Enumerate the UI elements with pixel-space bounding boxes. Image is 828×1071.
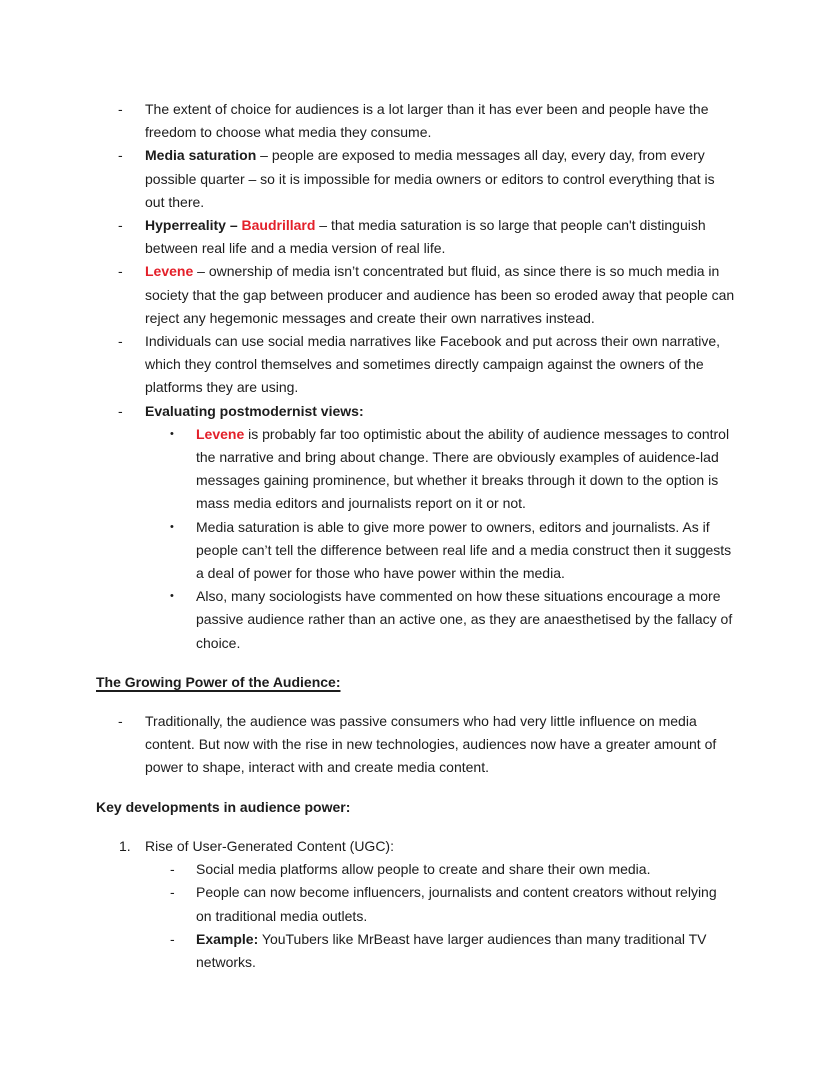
- dash-marker: -: [118, 101, 123, 117]
- bullet-text: The extent of choice for audiences is a lot larger than it has ever been and people have the freedom to choose what media they consume.: [145, 101, 709, 141]
- sub-bullet-text: Social media platforms allow people to create and share their own media.: [196, 861, 651, 878]
- bullet-text: Hyperreality – Baudrillard – that media saturation is so large that people can't distinguish between real life and a media version of real life.: [145, 217, 706, 257]
- bullet-item: [96, 710, 736, 780]
- bullet-text: Individuals can use social media narratives like Facebook and put across their own narrative, which they control themselves and sometimes directly campaign against the owners of the platforms they are using.: [145, 333, 721, 396]
- bullet-item: [96, 400, 736, 655]
- dash-marker: -: [118, 217, 123, 234]
- dash-marker: -: [118, 263, 123, 280]
- sub-bullet-item: [145, 881, 736, 927]
- bullet-text: Evaluating postmodernist views:: [145, 402, 364, 419]
- bullet-text: Media saturation – people are exposed to media messages all day, every day, from every possible quarter – so it is impossible for media owners or editors to control everything that is out there.: [145, 147, 715, 210]
- dash-marker: -: [170, 930, 175, 947]
- dash-marker: -: [118, 713, 123, 730]
- item-number: 1.: [119, 837, 131, 854]
- bullet-marker: •: [170, 590, 174, 603]
- sub-bullet-item: [145, 516, 736, 586]
- sub-bullet-text: Media saturation is able to give more power to owners, editors and journalists. As if people can’t tell the difference between real life and a media construct then it suggests a deal of power for those who have power within the media.: [196, 518, 732, 582]
- dash-marker: -: [118, 333, 123, 350]
- dash-marker: -: [118, 147, 123, 164]
- ugc-sub-bullet-list: [145, 858, 736, 974]
- section-heading-key-developments: Key developments in audience power:: [96, 798, 351, 815]
- bullet-item: [96, 214, 736, 260]
- bullet-marker: •: [170, 520, 174, 533]
- dash-marker: -: [118, 402, 123, 419]
- bullet-item: [96, 330, 736, 400]
- sub-bullet-item: [145, 858, 736, 881]
- bullet-item: [96, 260, 736, 330]
- bullet-text: Levene – ownership of media isn’t concentrated but fluid, as since there is so much media in society that the gap between producer and audience has been so eroded away that people can reject any hegemonic messages and create their own narratives instead.: [145, 263, 735, 326]
- sub-bullet-text: Levene is probably far too optimistic about the ability of audience messages to control the narrative and bring about change. There are obviously examples of auidence-lad messages gaining prominence, but whether it breaks through it down to the option is mass media editors and journalists report on it or not.: [196, 425, 730, 512]
- numbered-item-text: Rise of User-Generated Content (UGC):: [145, 837, 394, 854]
- section-heading-growing-power: The Growing Power of the Audience:: [96, 673, 341, 690]
- bullet-item: [96, 144, 736, 214]
- postmodernist-bullet-list: [96, 98, 736, 655]
- sub-bullet-item: [145, 585, 736, 655]
- evaluation-sub-bullet-list: [145, 423, 736, 655]
- dash-marker: -: [170, 884, 175, 901]
- sub-bullet-item: [145, 928, 736, 974]
- numbered-item: [96, 835, 736, 974]
- bullet-marker: •: [170, 427, 174, 440]
- bullet-item: [96, 98, 736, 144]
- sub-bullet-item: [145, 423, 736, 516]
- sub-bullet-text: People can now become influencers, journalists and content creators without relying on traditional media outlets.: [196, 884, 717, 924]
- bullet-text: Traditionally, the audience was passive consumers who had very little influence on media content. But now with the rise in new technologies, audiences now have a greater amount of power to shape, interact with and create media content.: [145, 713, 717, 776]
- growing-power-bullet-list: [96, 710, 736, 780]
- sub-bullet-text: Also, many sociologists have commented on how these situations encourage a more passive audience rather than an active one, as they are anaesthetised by the fallacy of choice.: [196, 588, 733, 651]
- dash-marker: -: [170, 861, 175, 878]
- sub-bullet-text: Example: YouTubers like MrBeast have larger audiences than many traditional TV networks.: [196, 930, 707, 970]
- key-developments-numbered-list: [96, 835, 736, 974]
